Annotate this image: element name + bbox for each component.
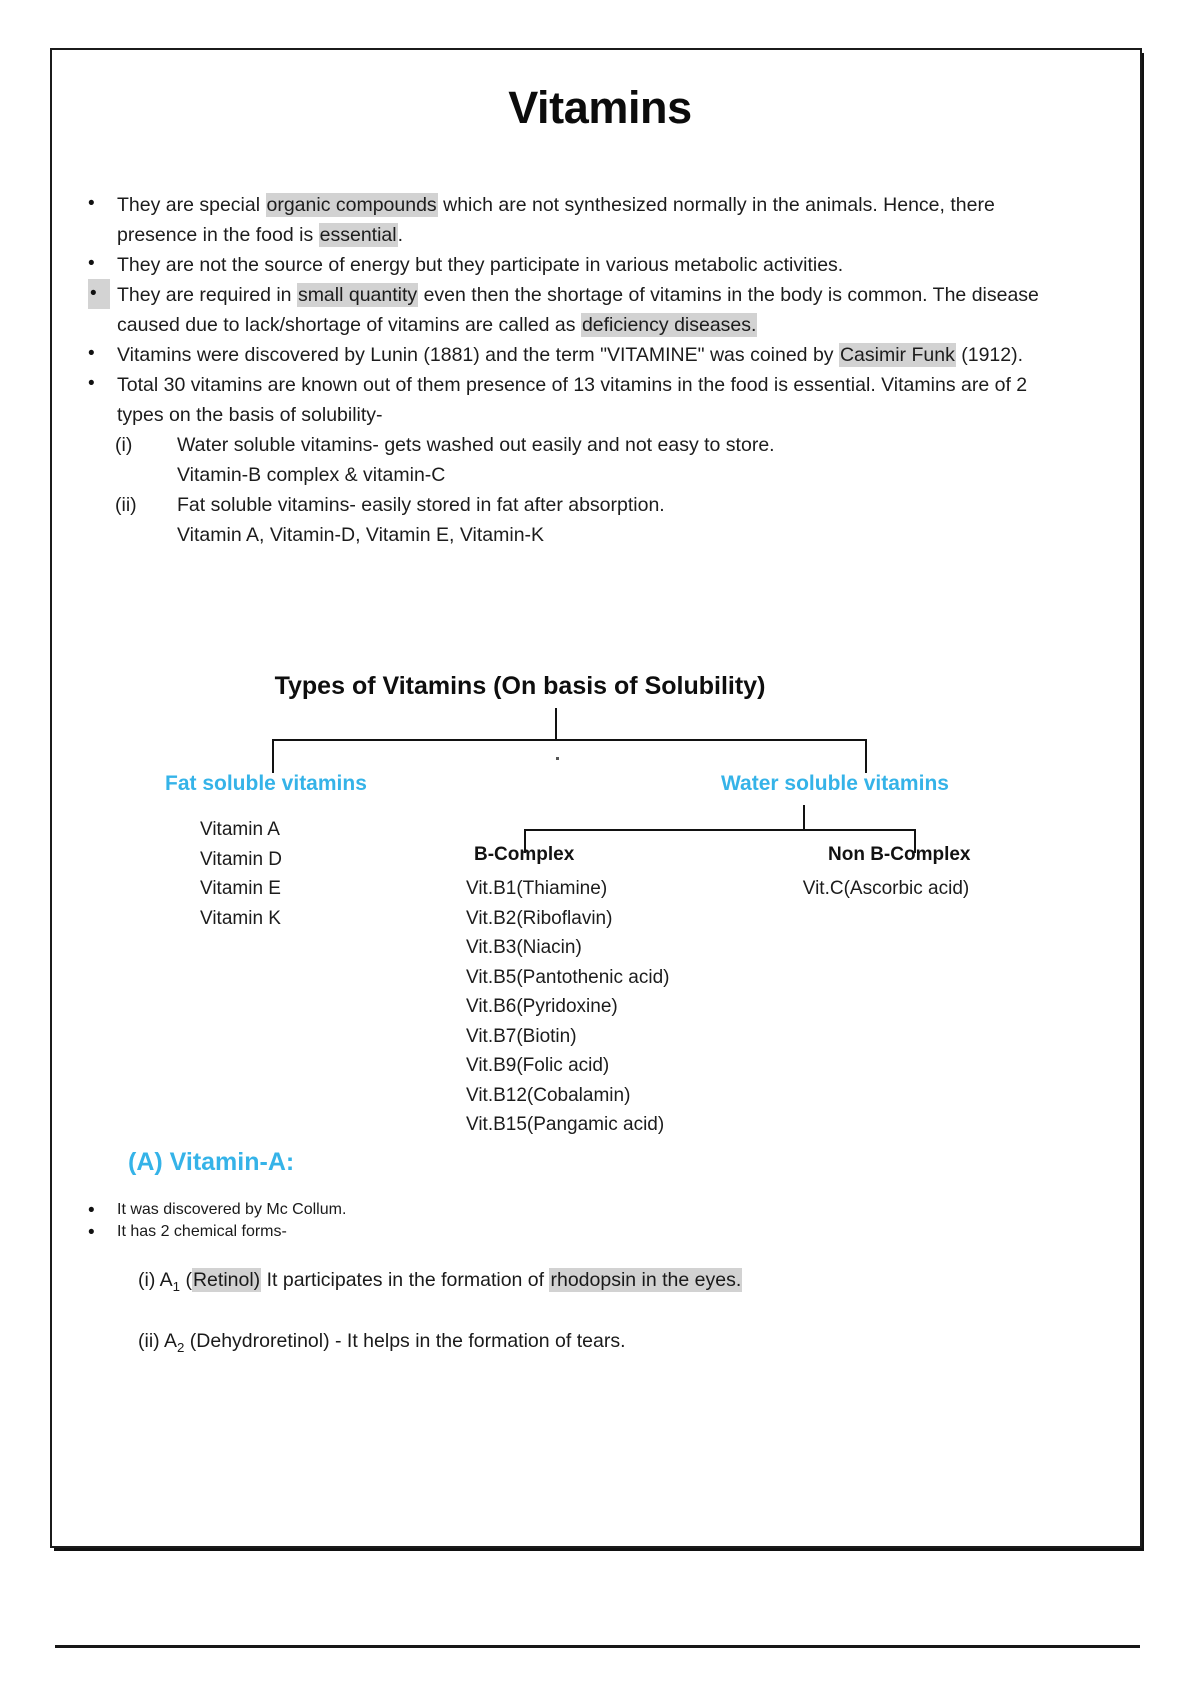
b-complex-item: Vit.B9(Folic acid) [466, 1055, 610, 1076]
bullet-mccollum: • It was discovered by Mc Collum. [80, 1201, 1040, 1219]
b-complex-item: Vit.B5(Pantothenic acid) [466, 966, 670, 988]
b-complex-item: Vit.B15(Pangamic acid) [466, 1114, 665, 1135]
text-span: even then the shortage of vitamins in the body is common. The disease caused due to lack/shortage of vitamins are called as [117, 284, 1039, 336]
text-span: which are not synthesized normally in the animals. Hence, there presence in the food is [117, 194, 995, 246]
vitamin-a-bullet-list [80, 1201, 1040, 1241]
solubility-marker: (i) [115, 434, 133, 456]
solubility-type-list [80, 430, 1040, 550]
solubility-examples: Vitamin A, Vitamin-D, Vitamin E, Vitamin-K [177, 524, 545, 546]
vitamin-a-form-line [138, 1326, 1040, 1363]
form-marker: (ii) $A_2$ [138, 1329, 185, 1355]
solubility-text: Fat soluble vitamins- easily stored in fat after absorption. [177, 494, 665, 516]
bullet-discovery [80, 340, 1040, 370]
highlight-span: small quantity [297, 284, 418, 306]
intro-section [80, 190, 1040, 550]
b-complex-item: Vit.B7(Biotin) [466, 1025, 577, 1047]
fat-soluble-item: Vitamin D [200, 848, 283, 870]
stray-dot [556, 757, 559, 760]
tree-title: Types of Vitamins (On basis of Solubility) [274, 672, 766, 700]
tree-sub-connector [524, 829, 916, 831]
vitamin-a-form-line [138, 1265, 1040, 1302]
solubility-text: Water soluble vitamins- gets washed out easily and not easy to store. [177, 434, 775, 456]
solubility-type-row [80, 430, 1040, 460]
fat-soluble-item: Vitamin E [200, 878, 281, 899]
fat-soluble-vitamin-list [200, 815, 282, 933]
text-span: . [397, 224, 404, 246]
b-complex-vitamin-list [466, 874, 670, 1140]
fat-soluble-item: Vitamin K [200, 907, 281, 929]
text-span: Total 30 vitamins are known out of them presence of 13 vitamins in the food is essential. Vitamins are of 2 types on the basis of solubility- [117, 374, 1028, 426]
text-span: ( [180, 1269, 192, 1291]
text-span: (Dehydroretinol) - It helps in the formation of tears. [184, 1329, 626, 1352]
column-head-non-b-complex: Non B-Complex [828, 844, 971, 865]
bullet-organic-compounds [80, 190, 1040, 250]
b-complex-item: Vit.B12(Cobalamin) [466, 1084, 631, 1106]
fat-soluble-item: Vitamin A [200, 819, 280, 840]
tree-top-connector [272, 739, 867, 741]
bullet-chemical-forms: • It has 2 chemical forms- [80, 1223, 1040, 1241]
highlight-span: Casimir Funk [839, 344, 955, 366]
branch-label-water-soluble: Water soluble vitamins [721, 772, 949, 795]
b-complex-item: Vit.B3(Niacin) [466, 937, 582, 958]
tree-right-drop [865, 739, 867, 773]
form-subscript: 2 [177, 1339, 185, 1355]
tree-root-stem [555, 708, 557, 739]
vitamin-a-heading: (A) Vitamin-A: [128, 1148, 295, 1176]
solubility-type-row [80, 490, 1040, 520]
vitamin-a-forms [80, 1265, 1040, 1363]
text-span: They are not the source of energy but they participate in various metabolic activities. [117, 254, 844, 276]
text-span: (1912). [955, 344, 1024, 366]
bullet-small-quantity [80, 280, 1040, 340]
b-complex-item: Vit.B1(Thiamine) [466, 878, 608, 899]
tree-water-stem [803, 805, 805, 829]
bullet-not-energy-source [80, 250, 1040, 280]
form-marker: (i) $A_1$ [138, 1269, 181, 1294]
intro-bullet-list [80, 190, 1040, 430]
highlight-span: organic compounds [266, 194, 437, 216]
bullet-total-30 [80, 370, 1040, 430]
tree-left-drop [272, 739, 274, 773]
b-complex-item: Vit.B6(Pyridoxine) [466, 996, 618, 1017]
text-span: Vitamins were discovered by Lunin (1881) and the term "VITAMINE" was coined by [117, 344, 839, 366]
highlight-span: essential [319, 224, 397, 246]
form-subscript: 1 [172, 1278, 181, 1294]
highlight-span: rhodopsin in the eyes. [550, 1269, 742, 1291]
non-b-complex-vitamin-list [796, 874, 976, 904]
branch-label-fat-soluble: Fat soluble vitamins [165, 772, 367, 795]
highlight-span: Retinol) [192, 1269, 261, 1291]
non-b-complex-item: Vit.C(Ascorbic acid) [802, 878, 970, 899]
bottom-rule [55, 1645, 1140, 1648]
text-span: It participates in the formation of [261, 1269, 550, 1291]
page-title: Vitamins [508, 82, 692, 133]
column-head-b-complex: B-Complex [474, 844, 575, 865]
solubility-marker: (ii) [115, 494, 137, 516]
text-span: They are required in [117, 284, 297, 306]
vitamin-a-section [80, 1148, 1040, 1363]
text-span: They are special [117, 194, 266, 216]
solubility-examples: Vitamin-B complex & vitamin-C [177, 464, 446, 486]
b-complex-item: Vit.B2(Riboflavin) [466, 907, 613, 929]
highlight-span: deficiency diseases. [581, 314, 757, 336]
vitamin-type-tree-diagram [80, 672, 1080, 1172]
